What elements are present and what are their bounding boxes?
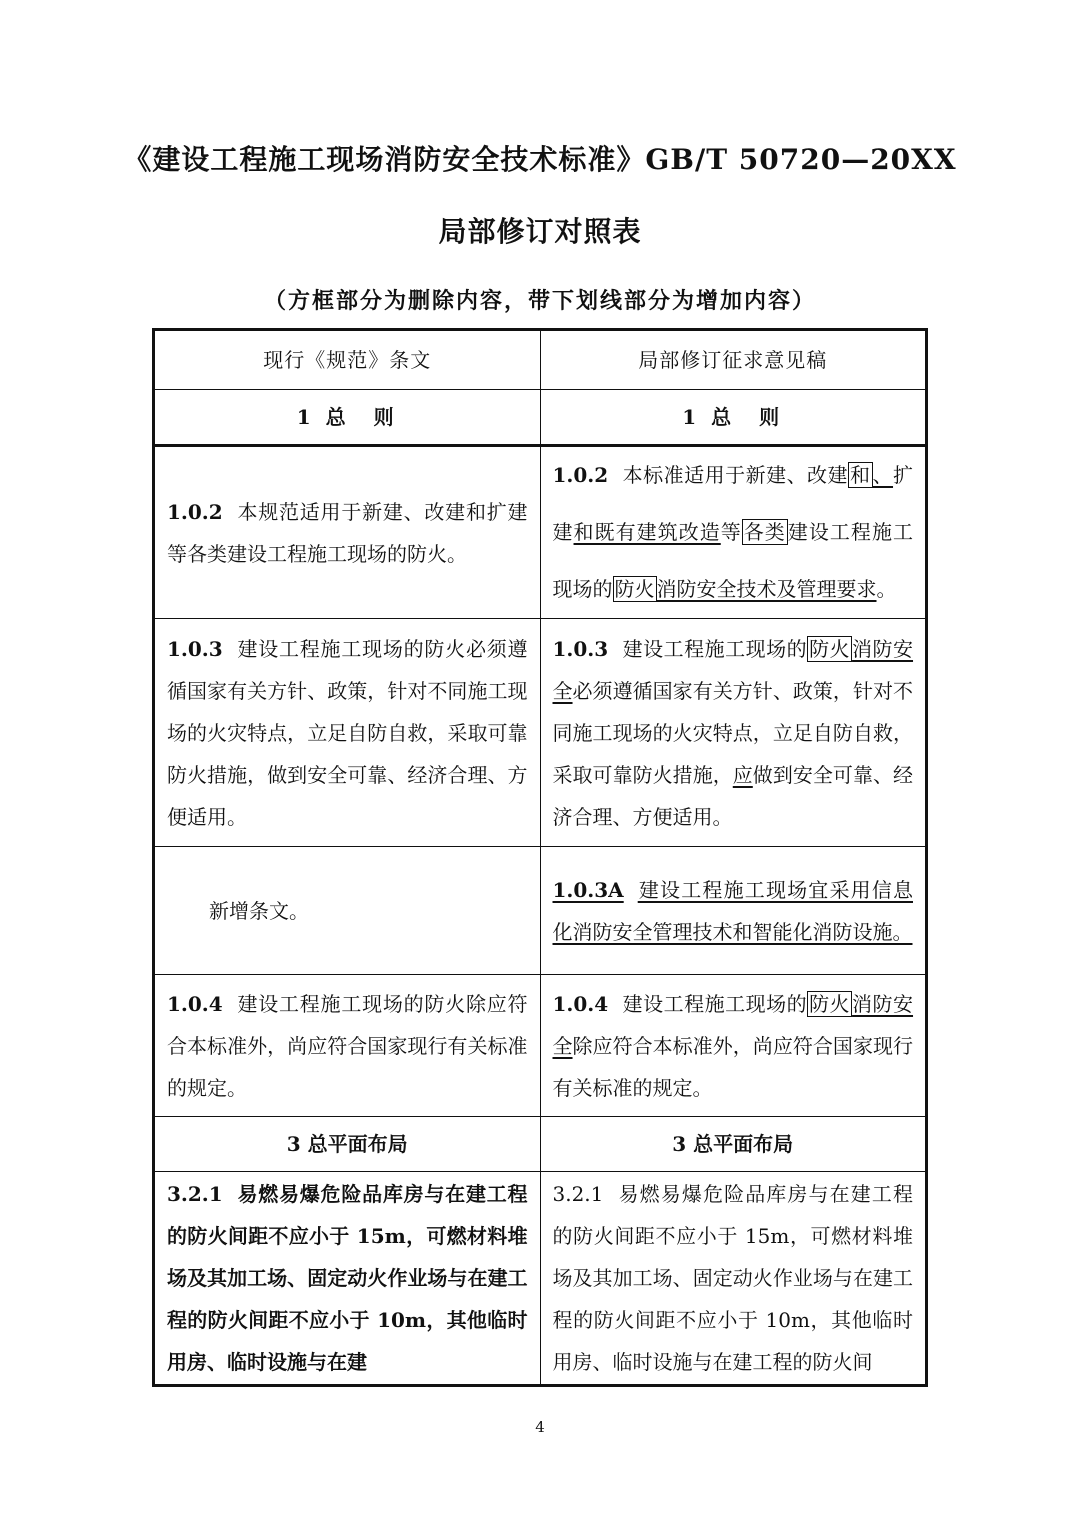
table-row [154,1172,927,1386]
clause-number: 1.0.2 [552,463,609,487]
document-title: 《建设工程施工现场消防安全技术标准》GB/T 50720—20XX [123,143,957,176]
clause-text: 本规范适用于新建、改建和扩建等各类建设工程施工现场的防火。 [167,499,528,566]
inserted-text: 消防安全 [552,636,914,703]
clause-text: 建设工程施工现场的 [552,520,913,601]
clause-1-0-4-revised [540,975,927,1117]
clause-text: 建设工程施工现场的防火除应符合本标准外，尚应符合国家现行有关标准的规定。 [167,991,528,1100]
section-3-current: 3 总平面布局 [154,1117,541,1172]
clause-1-0-2-current [154,446,541,619]
page-number: 4 [535,1418,545,1436]
clause-text: 建设工程施工现场的 [622,636,808,661]
header-revised: 局部修订征求意见稿 [540,330,927,390]
section-row [154,390,927,446]
clause-1-0-4-current [154,975,541,1117]
comparison-table [152,328,928,1387]
clause-number: 1.0.3A [552,877,624,902]
inserted-text: 应 [732,762,753,787]
section-3-revised: 3 总平面布局 [540,1117,927,1172]
clause-1-0-3a-current [154,847,541,975]
deleted-text: 防火 [614,577,655,601]
deleted-text: 防火 [809,636,851,661]
header-current: 现行《规范》条文 [154,330,541,390]
clause-3-2-1-revised [540,1172,927,1386]
inserted-text: 和既有建筑改造 [573,520,721,544]
clause-number: 1.0.3 [167,636,223,661]
table-row [154,975,927,1117]
document-subtitle: （方框部分为删除内容，带下划线部分为增加内容） [263,288,816,314]
table-header-row [154,330,927,390]
clause-text: 等 [720,520,742,544]
clause-1-0-3a-revised [540,847,927,975]
clause-number: 1.0.4 [552,991,609,1016]
document-title-line2: 局部修订对照表 [438,215,642,248]
clause-text: 。 [876,577,897,601]
clause-text: 扩建 [552,463,914,544]
inserted-text: 消防安全技术及管理要求 [656,577,877,601]
clause-text: 除应符合本标准外，尚应符合国家现行有关标准的规定。 [552,1033,914,1100]
table-row [154,619,927,847]
clause-number: 1.0.2 [167,499,223,524]
clause-1-0-3-current [154,619,541,847]
clause-1-0-3-revised [540,619,927,847]
deleted-text: 防火 [809,991,851,1016]
section-1-current: 1 总 则 [154,390,541,446]
section-1-revised: 1 总 则 [540,390,927,446]
deleted-text: 和 [850,463,871,487]
clause-text: 建设工程施工现场的 [622,991,808,1016]
clause-number: 3.2.1 [552,1182,604,1206]
clause-text: 做到安全可靠、经济合理、方便适用。 [552,762,914,829]
deleted-text: 各类 [743,520,786,544]
clause-text: 本标准适用于新建、改建 [622,463,849,487]
clause-text: 必须遵循国家有关方针、政策，针对不同施工现场的火灾特点，立足自防自救，采取可靠防火措施， [552,678,914,787]
clause-number: 1.0.3 [552,636,609,661]
clause-number: 3.2.1 [167,1182,223,1206]
clause-3-2-1-current [154,1172,541,1386]
clause-1-0-2-revised [540,446,927,619]
clause-number: 1.0.4 [167,991,223,1016]
clause-text: 易燃易爆危险品库房与在建工程的防火间距不应小于 15m，可燃材料堆场及其加工场、固定动火作业场与在建工程的防火间距不应小于 10m，其他临时用房、临时设施与在建工程的防火间 [552,1182,913,1374]
inserted-text: 消防安全 [552,991,914,1058]
inserted-text: 建设工程施工现场宜采用信息化消防安全管理技术和智能化消防设施。 [552,877,913,944]
clause-text: 建设工程施工现场的防火必须遵循国家有关方针、政策，针对不同施工现场的火灾特点，立足自防自救，采取可靠防火措施，做到安全可靠、经济合理、方便适用。 [167,636,528,829]
inserted-text: 、 [872,463,894,487]
new-clause-note: 新增条文。 [209,898,309,923]
section-row [154,1117,927,1172]
clause-text: 易燃易爆危险品库房与在建工程的防火间距不应小于 15m，可燃材料堆场及其加工场、固定动火作业场与在建工程的防火间距不应小于 10m，其他临时用房、临时设施与在建 [167,1182,528,1374]
table-row [154,446,927,619]
table-row [154,847,927,975]
